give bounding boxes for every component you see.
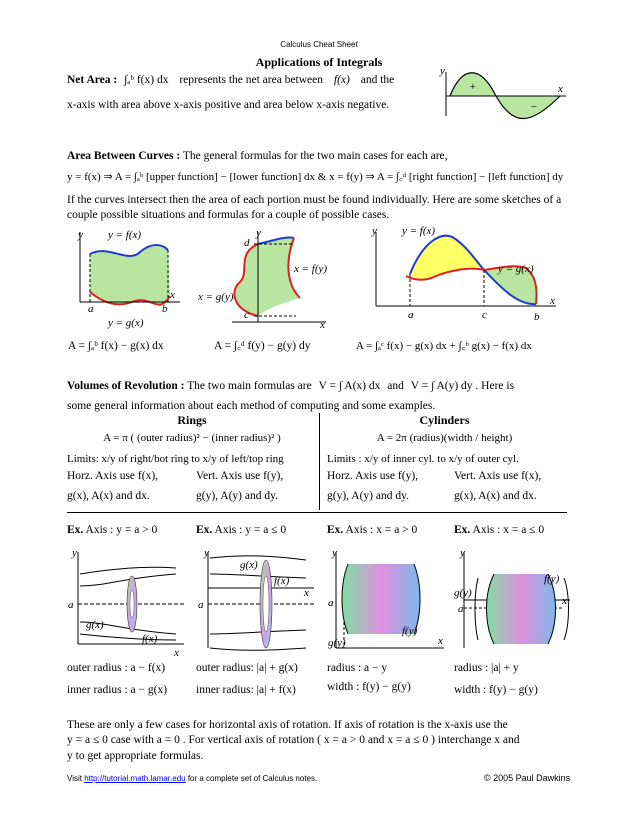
rings-limits: Limits: x/y of right/bot ring to x/y of left/top ring xyxy=(67,453,284,465)
fig2-d: d xyxy=(244,237,250,249)
ex1-heading xyxy=(67,523,157,538)
ex4-axis: Axis : x = a ≤ 0 xyxy=(472,524,545,536)
ex4-label: Ex. xyxy=(454,524,471,536)
ex3-line2: width : f(y) − g(y) xyxy=(327,681,411,693)
ex4-x: x xyxy=(562,595,567,607)
fig3-a: a xyxy=(408,309,414,321)
closing-line3: y to get appropriate formulas. xyxy=(67,750,204,762)
area-between-intro: The general formulas for the two main cases for each are, xyxy=(182,150,448,162)
ex2-axis: Axis : y = a ≤ 0 xyxy=(214,524,287,536)
ex2-graph xyxy=(196,544,320,656)
ex1-y: y xyxy=(72,547,77,559)
net-area-text2: and the xyxy=(360,74,395,86)
cylinders-formula: A = 2π (radius)(width / height) xyxy=(376,432,513,444)
cylinders-horz2: g(y), A(y) and dy. xyxy=(327,490,409,502)
ex4-heading xyxy=(454,523,544,538)
fig1-a: a xyxy=(88,303,94,315)
ex4-y: y xyxy=(460,547,465,559)
ex2-x: x xyxy=(304,587,309,599)
volumes-text1: The two main formulas are xyxy=(187,380,312,392)
area-between-heading xyxy=(67,149,448,164)
fig2-y: y xyxy=(256,227,261,239)
ex3-x: x xyxy=(438,635,443,647)
volumes-f2: V = ∫ A(y) dy xyxy=(410,380,473,392)
ex4-graph xyxy=(454,544,574,656)
footer-rest: for a complete set of Calculus notes. xyxy=(187,774,318,783)
net-graph-y: y xyxy=(440,66,445,77)
footer-link[interactable]: http://tutorial.math.lamar.edu xyxy=(84,774,186,783)
area-fig1 xyxy=(68,224,186,332)
ex2-a: a xyxy=(198,599,204,611)
area-fig2 xyxy=(196,224,336,332)
cylinders-limits: Limits : x/y of inner cyl. to x/y of outer cyl. xyxy=(327,453,519,465)
net-area-label: Net Area : xyxy=(67,74,118,86)
ex1-graph xyxy=(66,544,190,656)
ex2-f: f(x) xyxy=(274,575,290,587)
volumes-line1 xyxy=(67,379,514,394)
rings-formula: A = π ( (outer radius)² − (inner radius)² ) xyxy=(103,432,281,444)
fig1-b: b xyxy=(162,303,168,315)
page-header: Calculus Cheat Sheet xyxy=(280,40,358,49)
cylinders-horz: Horz. Axis use f(y), xyxy=(327,470,419,482)
volumes-line2: some general information about each method of computing and some examples. xyxy=(67,400,436,412)
fig1-formula: A = ∫ₐᵇ f(x) − g(x) dx xyxy=(68,340,164,352)
rings-horz: Horz. Axis use f(x), xyxy=(67,470,159,482)
footer-left xyxy=(67,774,317,783)
net-area-line1 xyxy=(67,73,394,88)
rings-title: Rings xyxy=(177,413,207,427)
fig2-g: x = g(y) xyxy=(198,291,234,303)
footer-copyright: © 2005 Paul Dawkins xyxy=(484,773,571,783)
fig1-x: x xyxy=(170,289,175,301)
fig3-b: b xyxy=(534,311,540,323)
ex1-f: f(x) xyxy=(142,633,158,645)
closing-line1: These are only a few cases for horizontal axis of rotation. If axis of rotation is the x-axis use the xyxy=(67,719,508,731)
net-graph-minus: − xyxy=(530,101,538,113)
fig2-formula: A = ∫꜀ᵈ f(y) − g(y) dy xyxy=(214,340,311,352)
section-title: Applications of Integrals xyxy=(255,55,383,69)
ex4-line1: radius : |a| + y xyxy=(454,662,519,674)
fig1-g: y = g(x) xyxy=(108,317,144,329)
ex4-g: g(y) xyxy=(454,587,472,599)
volumes-rule xyxy=(67,512,567,513)
ex3-f: f(y) xyxy=(402,625,418,637)
fig2-f: x = f(y) xyxy=(294,263,328,275)
ex2-line2: inner radius: |a| + f(x) xyxy=(196,684,296,696)
ex2-label: Ex. xyxy=(196,524,213,536)
cylinders-vert: Vert. Axis use f(x), xyxy=(454,470,542,482)
rings-horz2: g(x), A(x) and dx. xyxy=(67,490,150,502)
volumes-f1: V = ∫ A(x) dx xyxy=(318,380,381,392)
fig3-formula: A = ∫ₐᶜ f(x) − g(x) dx + ∫꜀ᵇ g(x) − f(x) dx xyxy=(356,340,532,352)
ex4-a: a xyxy=(458,603,464,615)
ex3-axis: Axis : x = a > 0 xyxy=(345,524,418,536)
ex1-line1: outer radius : a − f(x) xyxy=(67,662,166,674)
fig1-f: y = f(x) xyxy=(108,229,142,241)
ex3-heading xyxy=(327,523,417,538)
ex1-a: a xyxy=(68,599,74,611)
net-graph-plus: + xyxy=(469,81,477,93)
net-area-text1: represents the net area between xyxy=(179,74,324,86)
closing-line2: y = a ≤ 0 case with a = 0 . For vertical axis of rotation ( x = a > 0 and x = a ≤ 0 ) interchange x and xyxy=(67,734,520,746)
cylinders-vert2: g(x), A(x) and dx. xyxy=(454,490,537,502)
volumes-divider xyxy=(319,413,320,510)
ex1-g: g(x) xyxy=(86,619,104,631)
ex2-g: g(x) xyxy=(240,559,258,571)
fig2-c: c xyxy=(244,309,249,321)
ex3-line1: radius : a − y xyxy=(327,662,388,674)
ex1-axis: Axis : y = a > 0 xyxy=(85,524,158,536)
ex4-line2: width : f(y) − g(y) xyxy=(454,684,538,696)
ex2-y: y xyxy=(204,547,209,559)
area-fig3 xyxy=(366,224,566,332)
fig3-g: y = g(x) xyxy=(498,263,534,275)
net-area-graph xyxy=(432,66,572,126)
cylinders-title: Cylinders xyxy=(419,413,470,427)
volumes-label: Volumes of Revolution : xyxy=(67,380,185,392)
net-graph-x: x xyxy=(558,83,563,95)
ex1-label: Ex. xyxy=(67,524,84,536)
net-area-line2: x-axis with area above x-axis positive and area below x-axis negative. xyxy=(67,99,390,111)
rings-vert: Vert. Axis use f(y), xyxy=(196,470,284,482)
fig1-y: y xyxy=(78,229,83,241)
ex3-label: Ex. xyxy=(327,524,344,536)
rings-vert2: g(y), A(y) and dy. xyxy=(196,490,278,502)
area-between-formulas: y = f(x) ⇒ A = ∫ₐᵇ [upper function] − [lower function] dx & x = f(y) ⇒ A = ∫꜀ᵈ [right function] − [left function] dy xyxy=(67,171,564,183)
area-between-label: Area Between Curves : xyxy=(67,150,181,162)
ex3-graph xyxy=(326,544,450,656)
ex1-x: x xyxy=(174,647,179,656)
fig3-c: c xyxy=(482,309,487,321)
ex2-heading xyxy=(196,523,286,538)
volumes-and: and xyxy=(387,380,404,392)
volumes-text2: . Here is xyxy=(475,380,515,392)
fig2-x: x xyxy=(320,319,325,331)
fig3-x: x xyxy=(550,295,555,307)
net-area-fx: f(x) xyxy=(333,74,350,86)
area-between-paragraph: If the curves intersect then the area of each portion must be found individually. Here are some sketches of a couple possible situations and formulas for a couple of possible cases. xyxy=(67,194,562,221)
ex3-a: a xyxy=(328,597,334,609)
fig3-f: y = f(x) xyxy=(402,225,436,237)
net-area-formula: ∫ₐᵇ f(x) dx xyxy=(124,74,169,86)
fig3-y: y xyxy=(372,225,377,237)
ex4-f: f(y) xyxy=(544,573,560,585)
ex3-g: g(y) xyxy=(328,637,346,649)
footer-visit: Visit xyxy=(67,774,82,783)
ex1-line2: inner radius : a − g(x) xyxy=(67,684,168,696)
ex2-line1: outer radius: |a| + g(x) xyxy=(196,662,298,674)
ex3-y: y xyxy=(332,547,337,559)
